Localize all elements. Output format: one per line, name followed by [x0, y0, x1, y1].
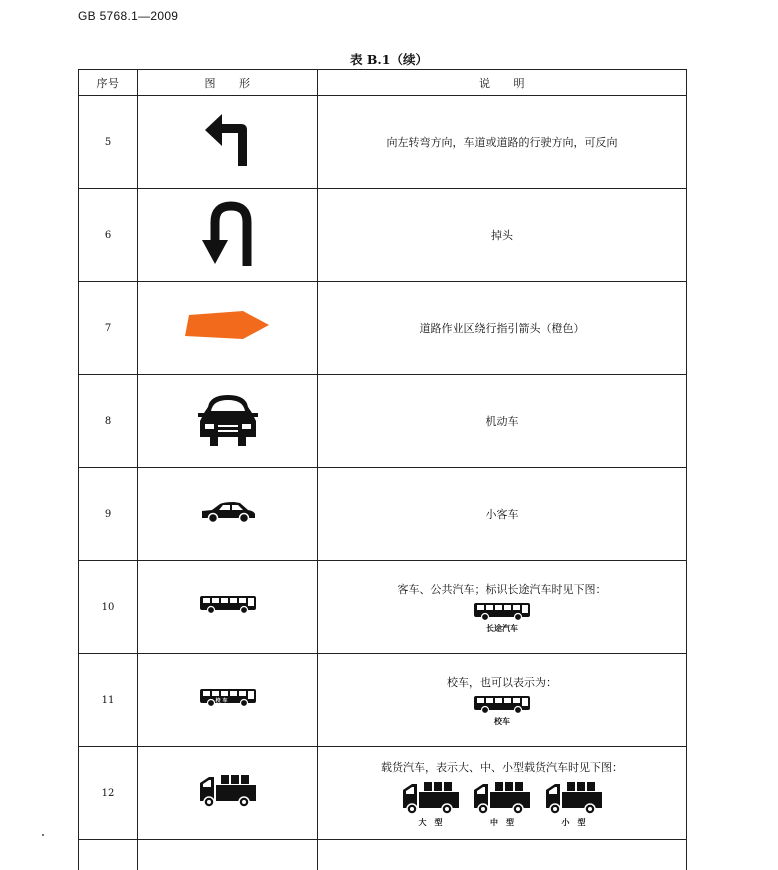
table-row — [79, 96, 687, 189]
row-figure — [138, 654, 318, 747]
truck-icon — [199, 773, 257, 809]
truck-small-example — [545, 780, 603, 828]
table-row — [79, 189, 687, 282]
table-row — [79, 468, 687, 561]
row-figure — [138, 468, 318, 561]
row-number: 6 — [79, 189, 138, 282]
row-figure — [138, 282, 318, 375]
long-distance-bus-icon — [473, 602, 531, 622]
description-text: 载货汽车，表示大、中、小型载货汽车时见下图： — [318, 759, 686, 775]
row-number: 11 — [79, 654, 138, 747]
school-bus-alt-label: 校车 — [494, 716, 510, 727]
document-code: GB 5768.1—2009 — [78, 9, 178, 23]
header-figure: 图 形 — [138, 70, 318, 96]
table-header-row — [79, 70, 687, 96]
row-number: 5 — [79, 96, 138, 189]
row-description: 掉头 — [318, 189, 687, 282]
school-bus-alt-example — [473, 695, 531, 727]
row-description — [318, 840, 687, 870]
long-distance-bus-example — [473, 602, 531, 634]
table-row — [79, 654, 687, 747]
truck-small-icon — [545, 780, 603, 816]
row-description: 机动车 — [318, 375, 687, 468]
description-text: 校车，也可以表示为： — [318, 674, 686, 690]
turn-left-arrow-icon — [205, 114, 251, 166]
row-description — [318, 747, 687, 840]
row-number: 8 — [79, 375, 138, 468]
table-row — [79, 282, 687, 375]
small-car-icon — [200, 501, 256, 523]
row-number: 10 — [79, 561, 138, 654]
school-bus-alt-icon — [473, 695, 531, 715]
row-description: 向左转弯方向，车道或道路的行驶方向，可反向 — [318, 96, 687, 189]
row-figure — [138, 840, 318, 870]
row-description: 小客车 — [318, 468, 687, 561]
description-text: 客车、公共汽车；标识长途汽车时见下图： — [318, 581, 686, 597]
long-distance-bus-label: 长途汽车 — [486, 623, 518, 634]
row-figure — [138, 375, 318, 468]
row-description — [318, 561, 687, 654]
truck-large-example — [402, 780, 460, 828]
row-number — [79, 840, 138, 870]
motor-vehicle-icon — [196, 391, 260, 447]
sign-table — [78, 69, 687, 870]
header-description: 说 明 — [318, 70, 687, 96]
school-bus-icon — [199, 688, 257, 708]
row-figure — [138, 96, 318, 189]
table-row — [79, 561, 687, 654]
header-number: 序号 — [79, 70, 138, 96]
table-row — [79, 747, 687, 840]
row-figure — [138, 189, 318, 282]
row-figure — [138, 747, 318, 840]
truck-large-icon — [402, 780, 460, 816]
row-description — [318, 654, 687, 747]
row-figure — [138, 561, 318, 654]
row-number: 7 — [79, 282, 138, 375]
truck-medium-label: 中 型 — [490, 817, 514, 828]
table-caption: 表 B.1（续） — [0, 50, 778, 68]
u-turn-arrow-icon — [202, 200, 254, 266]
truck-small-label: 小 型 — [562, 817, 586, 828]
truck-medium-example — [473, 780, 531, 828]
detour-arrow-icon — [185, 311, 271, 341]
scan-dot — [42, 834, 44, 836]
row-description: 道路作业区绕行指引箭头（橙色） — [318, 282, 687, 375]
row-number: 9 — [79, 468, 138, 561]
school-bus-icon-text: 校车 — [216, 697, 230, 704]
table-row — [79, 375, 687, 468]
row-number: 12 — [79, 747, 138, 840]
bus-icon — [199, 595, 257, 615]
table-row — [79, 840, 687, 870]
truck-large-label: 大 型 — [419, 817, 443, 828]
truck-medium-icon — [473, 780, 531, 816]
